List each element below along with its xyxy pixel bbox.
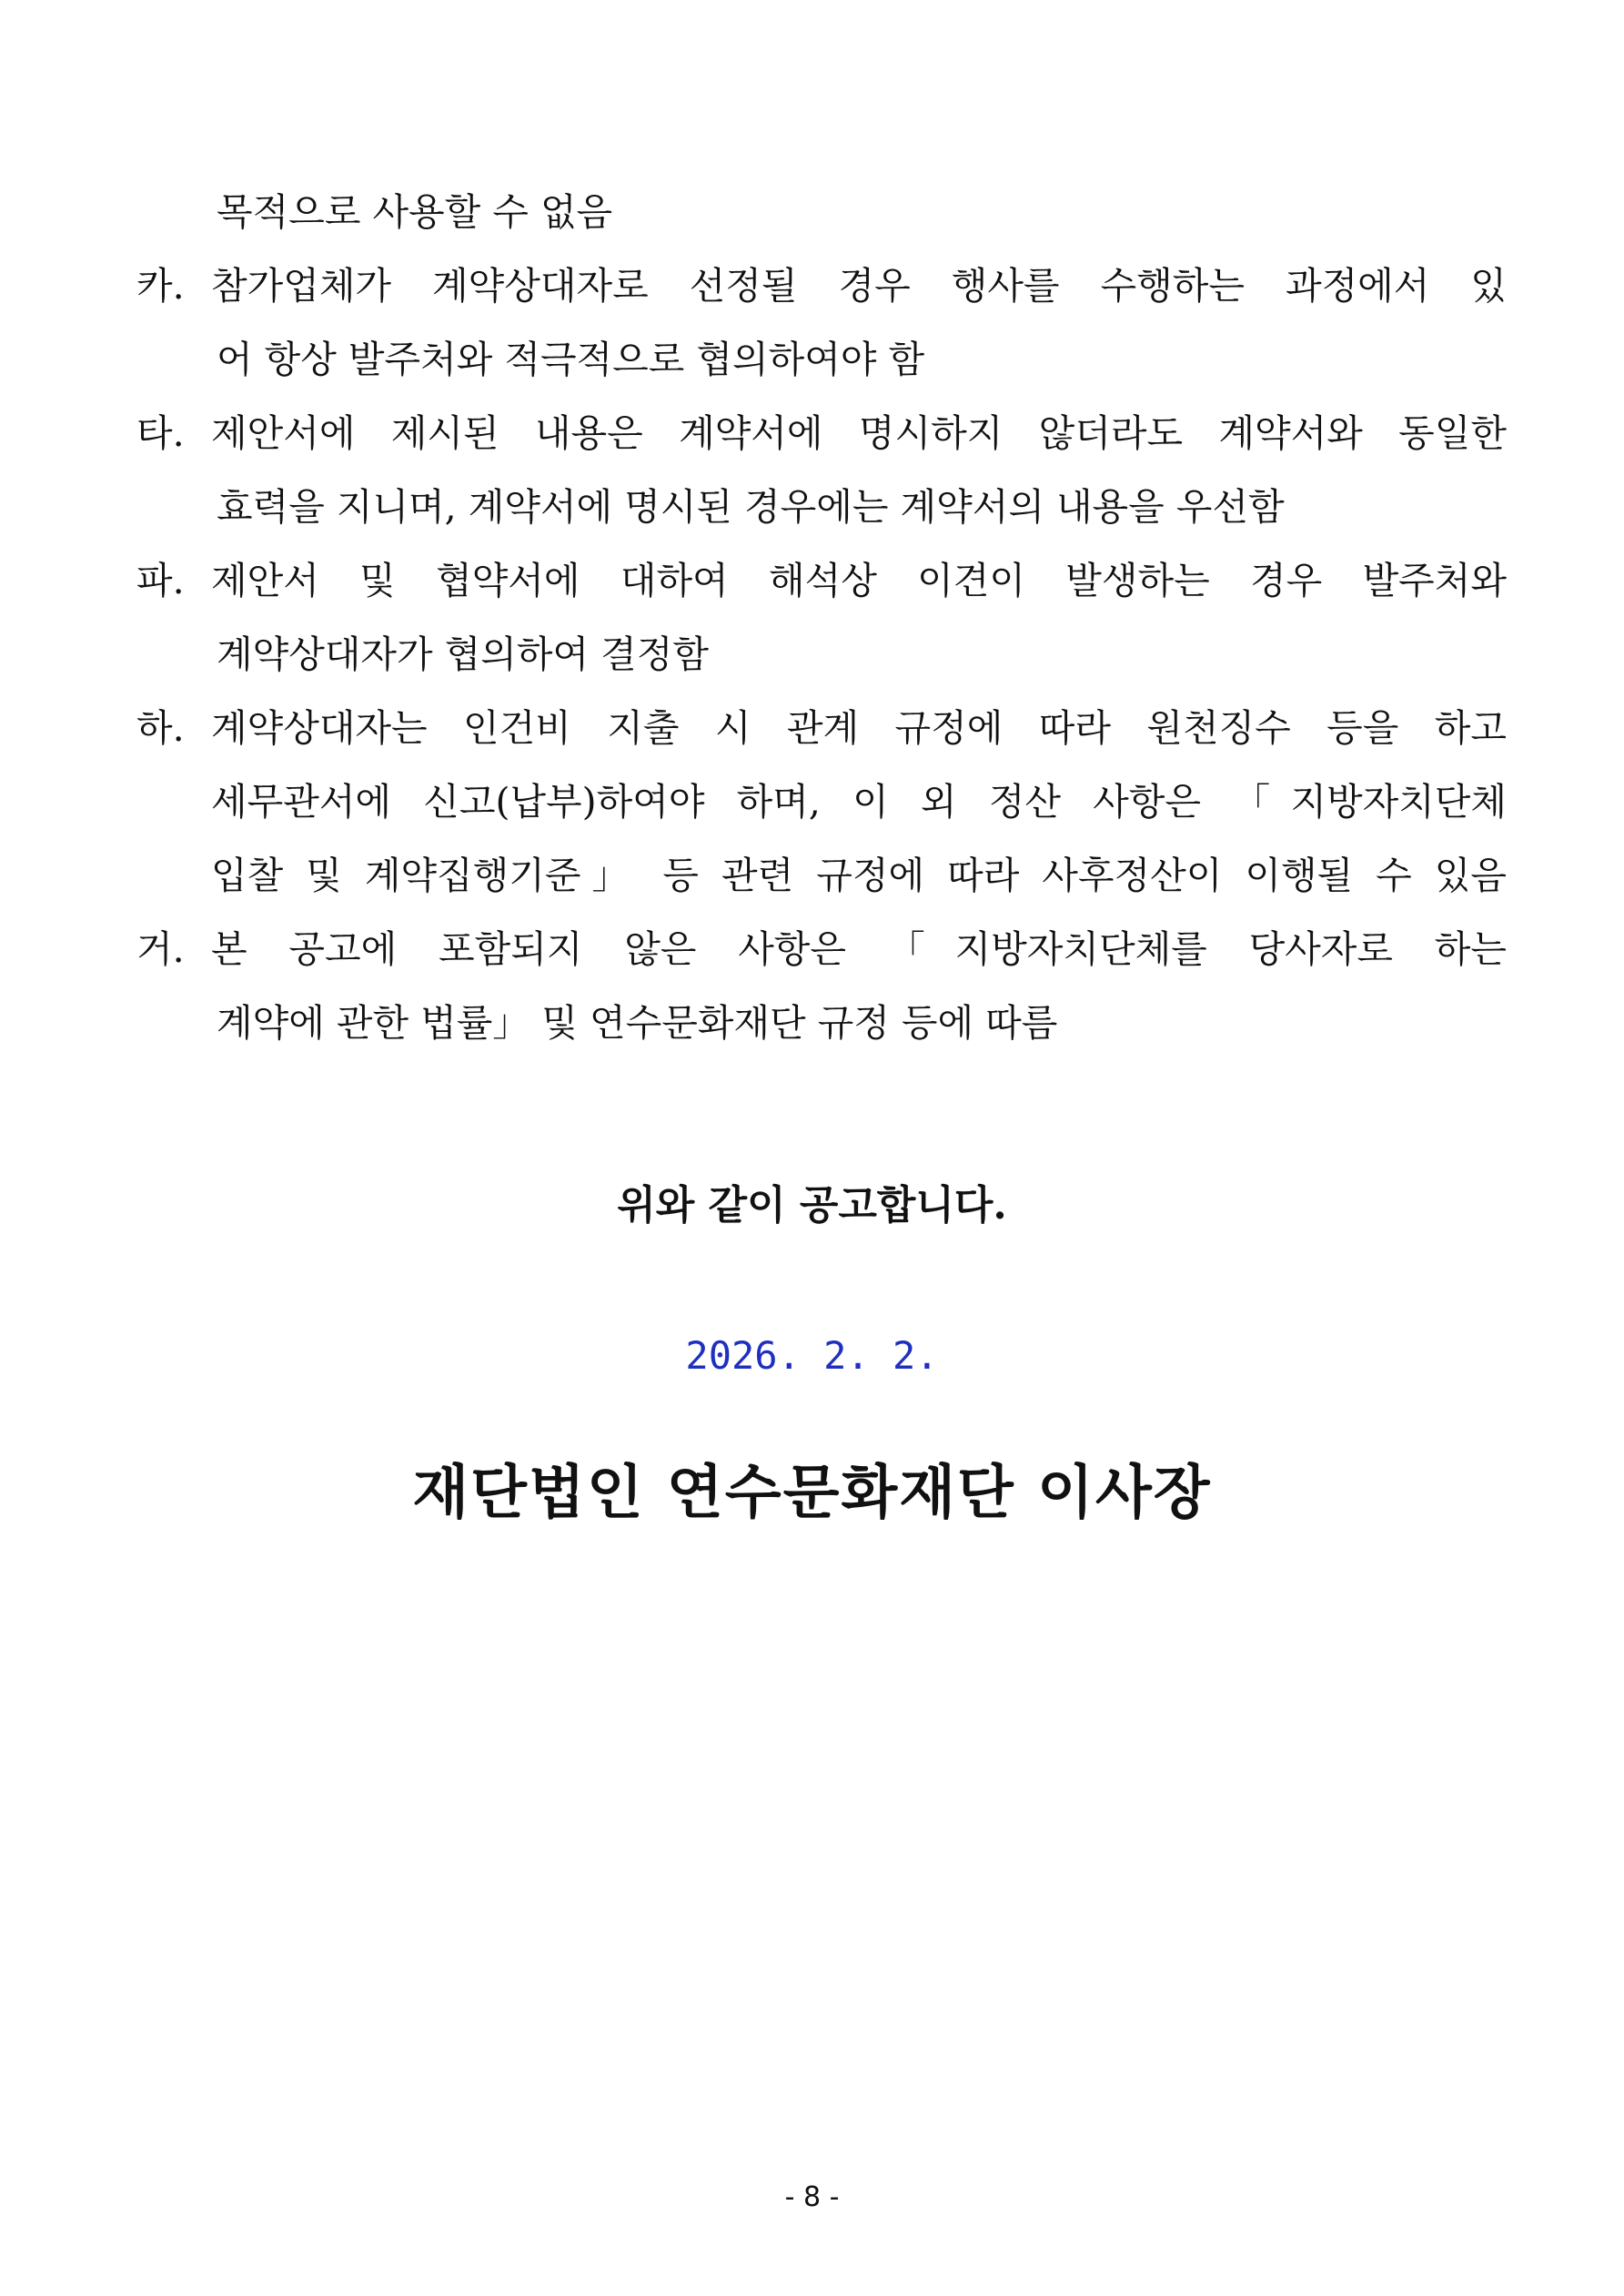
item-text-line: 세무관서에 신고(납부)하여야 하며, 이 외 정산 사항은 「지방자치단체 bbox=[211, 780, 1507, 824]
item-marker: 파. bbox=[136, 559, 185, 602]
item-text-line: 입찰 및 계약집행기준」 등 관련 규정에 따라 사후정산이 이행될 수 있음 bbox=[211, 854, 1507, 897]
item-text-line: 참가업체가 계약상대자로 선정될 경우 행사를 수행하는 과정에서 있 bbox=[211, 264, 1507, 308]
page-number: - 8 - bbox=[784, 2181, 840, 2213]
closing-statement: 위와 같이 공고합니다. bbox=[617, 1182, 1007, 1229]
announcement-date: 2026. 2. 2. bbox=[685, 1333, 939, 1378]
item-text-line: 계약에 관한 법률」 및 연수문화재단 규정 등에 따름 bbox=[217, 1001, 1058, 1045]
item-marker: 타. bbox=[136, 411, 185, 455]
issuer-signature: 재단법인 연수문화재단 이사장 bbox=[412, 1459, 1212, 1527]
item-marker: 카. bbox=[136, 264, 185, 308]
item-text-line: 어 항상 발주처와 적극적으로 협의하여야 함 bbox=[217, 338, 925, 381]
item-marker: 하. bbox=[136, 706, 185, 750]
item-text-line: 효력을 지니며, 계약서에 명시된 경우에는 계약서의 내용을 우선함 bbox=[217, 485, 1285, 529]
item-text-line: 본 공고에 포함되지 않은 사항은 「지방자치단체를 당사자로 하는 bbox=[211, 927, 1507, 971]
item-marker: 거. bbox=[136, 927, 185, 971]
item-text-line: 계약상대자가 협의하여 결정함 bbox=[217, 632, 709, 676]
item-text-line: 제안서에 제시된 내용은 계약서에 명시하지 않더라도 계약서와 동일한 bbox=[211, 411, 1507, 455]
item-text-line: 계약상대자는 인건비 지출 시 관계 규정에 따라 원천징수 등을 하고 bbox=[211, 706, 1507, 750]
item-text-line: 제안서 및 협약서에 대하여 해석상 이견이 발생하는 경우 발주처와 bbox=[211, 559, 1507, 602]
continuation-text: 목적으로 사용할 수 없음 bbox=[217, 190, 613, 234]
